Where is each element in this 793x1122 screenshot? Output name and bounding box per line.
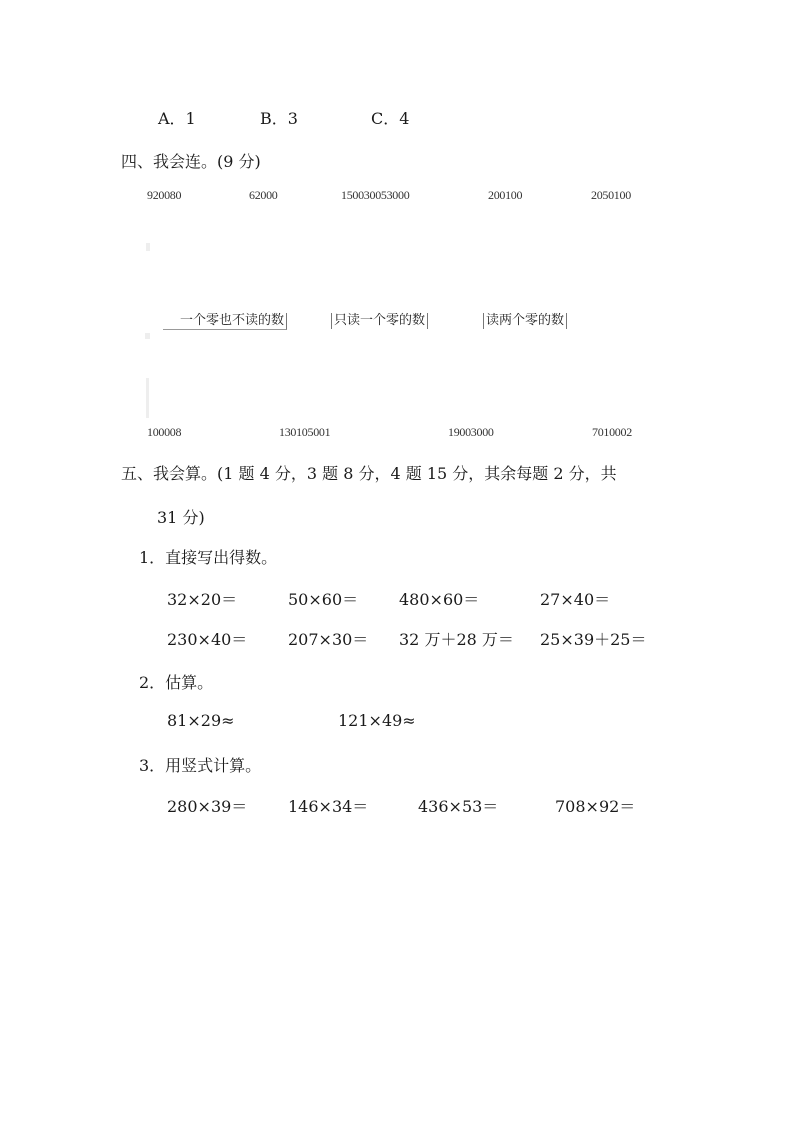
q2-expr: 121×49≈ [338, 711, 416, 730]
q2-label: 2．估算。 [139, 673, 214, 692]
q3-label: 3．用竖式计算。 [139, 756, 262, 775]
category-box-two-zeros-read[interactable]: 读两个零的数 [483, 313, 567, 329]
option-b: B．3 [260, 109, 298, 128]
section5-title: 五、我会算。(1 题 4 分，3 题 8 分，4 题 15 分，其余每题 2 分，共 [121, 464, 617, 483]
scan-artifact [146, 378, 149, 418]
category-box-no-zero-read[interactable]: 一个零也不读的数 [163, 313, 287, 330]
q1-expr: 50×60＝ [288, 590, 359, 609]
q1-expr: 230×40＝ [167, 630, 248, 649]
bottom-number-4[interactable]: 7010002 [592, 425, 632, 439]
q1-label: 1．直接写出得数。 [139, 548, 278, 567]
top-number-2[interactable]: 62000 [249, 188, 278, 202]
q1-expr: 32×20＝ [167, 590, 238, 609]
option-a: A．1 [158, 109, 196, 128]
q3-expr: 436×53＝ [418, 797, 499, 816]
bottom-number-2[interactable]: 130105001 [279, 425, 331, 439]
q1-expr: 27×40＝ [540, 590, 611, 609]
q3-expr: 146×34＝ [288, 797, 369, 816]
q1-expr: 32 万＋28 万＝ [399, 630, 514, 649]
q1-expr: 207×30＝ [288, 630, 369, 649]
q1-expr: 25×39＋25＝ [540, 630, 647, 649]
section5-title-cont: 31 分) [157, 508, 205, 527]
top-number-5[interactable]: 2050100 [591, 188, 631, 202]
bottom-number-3[interactable]: 19003000 [448, 425, 494, 439]
top-number-3[interactable]: 150030053000 [341, 188, 410, 202]
bottom-number-1[interactable]: 100008 [147, 425, 182, 439]
top-number-4[interactable]: 200100 [488, 188, 523, 202]
q1-expr: 480×60＝ [399, 590, 480, 609]
section4-title: 四、我会连。(9 分) [121, 152, 261, 171]
option-c: C．4 [371, 109, 410, 128]
scan-artifact [146, 243, 150, 251]
category-box-one-zero-read[interactable]: 只读一个零的数 [331, 313, 428, 329]
top-number-1[interactable]: 920080 [147, 188, 182, 202]
q3-expr: 708×92＝ [555, 797, 636, 816]
q2-expr: 81×29≈ [167, 711, 235, 730]
q3-expr: 280×39＝ [167, 797, 248, 816]
scan-artifact [145, 333, 150, 339]
